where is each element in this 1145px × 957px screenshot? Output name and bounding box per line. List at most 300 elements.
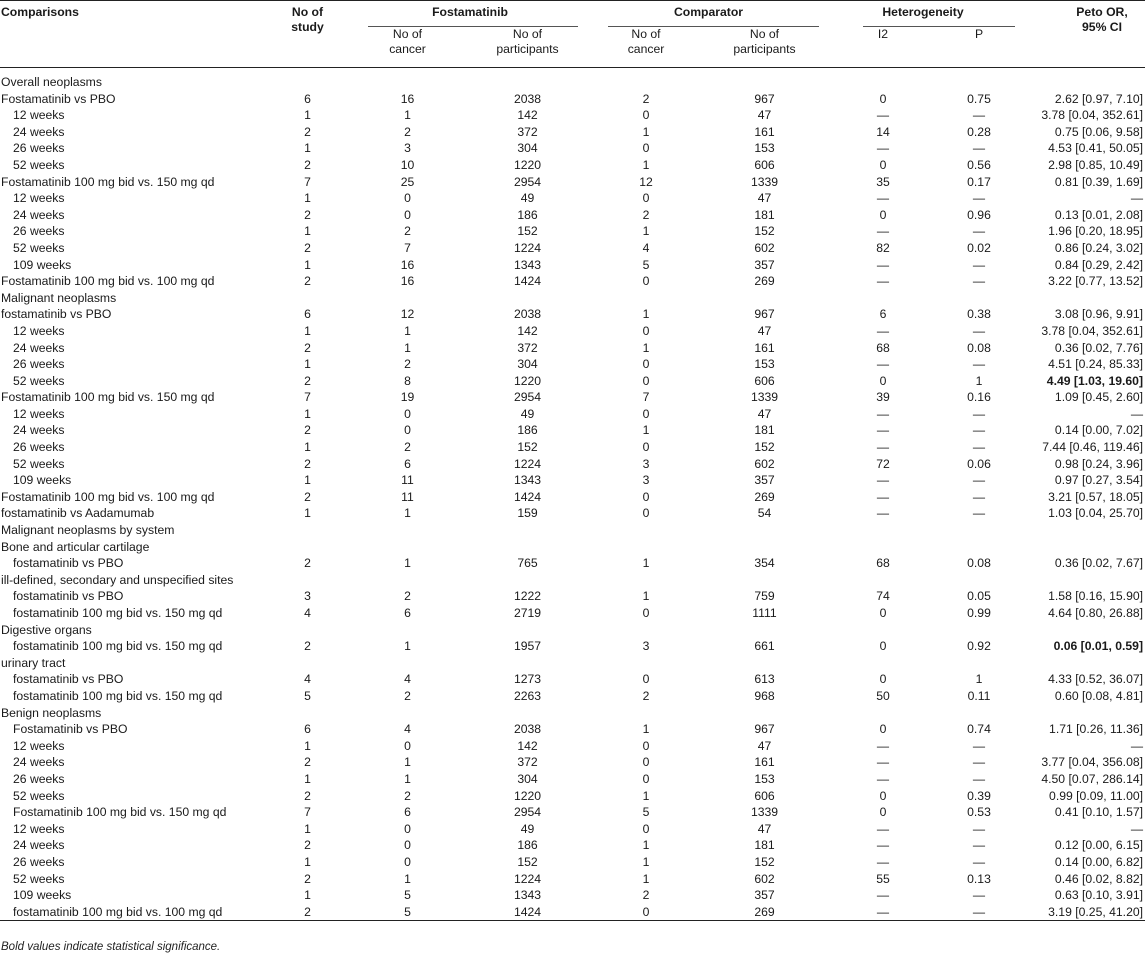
cell-p: 0.08 xyxy=(967,556,991,571)
cell-comparison: 12 weeks xyxy=(13,738,65,753)
cell-p: — xyxy=(972,771,986,786)
cell-comp-participants: 967 xyxy=(754,722,775,737)
table-row xyxy=(0,489,1145,506)
cell-p: — xyxy=(972,506,986,521)
cell-fosta-cancer xyxy=(350,705,465,722)
cell-comp-cancer xyxy=(590,539,702,556)
cell-i2: 74 xyxy=(876,589,890,604)
table-row xyxy=(0,505,1145,522)
cell-p: — xyxy=(972,755,986,770)
header-p: P xyxy=(939,27,1019,68)
cell-peto-or: 0.98 [0.24, 3.96] xyxy=(1054,456,1144,471)
cell-no-of-study xyxy=(265,68,350,91)
cell-i2: 82 xyxy=(876,240,890,255)
cell-p: 0.38 xyxy=(967,307,991,322)
cell-comparison: fostamatinib 100 mg bid vs. 150 mg qd xyxy=(13,606,223,620)
cell-fosta-participants: 186 xyxy=(517,207,538,222)
cell-fosta-cancer: 16 xyxy=(400,274,415,289)
cell-peto-or: 3.77 [0.04, 356.08] xyxy=(1041,755,1144,770)
cell-fosta-participants: 2038 xyxy=(513,91,542,106)
cell-i2: — xyxy=(876,274,890,289)
cell-comp-cancer: 5 xyxy=(642,257,650,272)
cell-p xyxy=(939,522,1019,539)
cell-peto-or: 0.06 [0.01, 0.59] xyxy=(1053,639,1144,654)
cell-comp-cancer: 1 xyxy=(642,589,650,604)
cell-fosta-cancer: 8 xyxy=(404,373,411,388)
cell-no-of-study: 1 xyxy=(304,473,311,488)
cell-p: — xyxy=(972,141,986,156)
cell-comp-cancer: 0 xyxy=(642,755,650,770)
cell-fosta-participants: 1220 xyxy=(513,157,542,172)
cell-comp-cancer: 0 xyxy=(642,489,650,504)
section-label: Benign neoplasms xyxy=(1,705,102,720)
cell-comp-participants xyxy=(702,290,827,307)
header-peto-or-text: Peto OR, 95% CI xyxy=(1076,5,1128,34)
cell-p: 0.16 xyxy=(967,390,991,405)
cell-no-of-study: 2 xyxy=(304,755,311,770)
cell-no-of-study: 1 xyxy=(304,141,311,156)
cell-p: 0.28 xyxy=(967,124,991,139)
section-label: Overall neoplasms xyxy=(1,75,102,89)
cell-p: 0.06 xyxy=(967,456,991,471)
cell-p: — xyxy=(972,257,986,272)
cell-no-of-study: 1 xyxy=(304,738,311,753)
cell-comp-cancer: 5 xyxy=(642,805,650,820)
cell-no-of-study: 1 xyxy=(304,224,311,239)
cell-fosta-cancer xyxy=(350,290,465,307)
cell-p: — xyxy=(972,854,986,869)
cell-comparison: 12 weeks xyxy=(13,323,65,338)
cell-p: — xyxy=(972,489,986,504)
cell-comp-cancer: 0 xyxy=(642,821,650,836)
cell-p: — xyxy=(972,838,986,853)
cell-no-of-study: 6 xyxy=(304,722,311,737)
cell-no-of-study: 2 xyxy=(304,838,311,853)
table-row xyxy=(0,771,1145,788)
cell-comp-cancer: 2 xyxy=(642,688,650,703)
cell-fosta-cancer xyxy=(350,539,465,556)
cell-no-of-study: 7 xyxy=(304,174,311,189)
cell-fosta-cancer: 2 xyxy=(404,224,411,239)
cell-comp-cancer: 3 xyxy=(642,639,650,654)
cell-comp-cancer xyxy=(590,622,702,639)
cell-comp-participants: 967 xyxy=(754,91,775,106)
cell-fosta-participants xyxy=(465,539,590,556)
section-row xyxy=(0,290,1145,307)
table-row xyxy=(0,389,1145,406)
cell-peto-or xyxy=(1019,290,1145,307)
cell-i2: 0 xyxy=(879,91,887,106)
cell-peto-or xyxy=(1019,522,1145,539)
cell-comp-cancer: 2 xyxy=(642,888,650,903)
cell-i2: 39 xyxy=(876,390,890,405)
cell-peto-or: 1.96 [0.20, 18.95] xyxy=(1048,224,1144,239)
cell-p: — xyxy=(972,274,986,289)
cell-no-of-study: 2 xyxy=(304,456,311,471)
cell-p: 0.92 xyxy=(967,639,991,654)
cell-comp-cancer xyxy=(590,572,702,589)
cell-no-of-study xyxy=(265,572,350,589)
cell-p: 0.99 xyxy=(967,606,991,620)
cell-no-of-study: 1 xyxy=(304,323,311,338)
cell-fosta-cancer: 1 xyxy=(404,755,411,770)
cell-comp-cancer: 1 xyxy=(642,124,650,139)
cell-p: — xyxy=(972,406,986,421)
cell-comparison: 24 weeks xyxy=(13,423,65,438)
cell-comp-participants: 602 xyxy=(754,240,775,255)
section-row xyxy=(0,539,1145,556)
cell-comp-participants: 152 xyxy=(754,224,775,239)
cell-peto-or: 2.62 [0.97, 7.10] xyxy=(1054,91,1144,106)
cell-comparison: 24 weeks xyxy=(13,340,65,355)
cell-comp-participants: 357 xyxy=(754,888,775,903)
cell-i2: — xyxy=(876,738,890,753)
table-row xyxy=(0,157,1145,174)
header-no-of-study-text: No of study xyxy=(291,5,324,34)
table-row xyxy=(0,804,1145,821)
table-header xyxy=(0,1,1145,68)
table-row xyxy=(0,472,1145,489)
section-label: ill-defined, secondary and unspecified sites xyxy=(1,572,234,587)
cell-p: — xyxy=(972,423,986,438)
table-row xyxy=(0,207,1145,224)
cell-p xyxy=(939,539,1019,556)
header-fosta-participants xyxy=(465,27,590,68)
cell-comp-participants: 152 xyxy=(754,440,775,455)
cell-i2 xyxy=(827,655,939,672)
cell-comp-participants: 602 xyxy=(754,871,775,886)
cell-p: 0.11 xyxy=(967,688,991,703)
table-row xyxy=(0,340,1145,357)
section-row xyxy=(0,705,1145,722)
cell-no-of-study xyxy=(265,622,350,639)
cell-peto-or: 4.33 [0.52, 36.07] xyxy=(1048,672,1144,687)
cell-comp-cancer: 1 xyxy=(642,722,650,737)
cell-comparison: 24 weeks xyxy=(13,838,65,853)
table-row xyxy=(0,439,1145,456)
cell-fosta-participants: 2038 xyxy=(513,722,542,737)
cell-peto-or: 0.97 [0.27, 3.54] xyxy=(1054,473,1144,488)
cell-comp-cancer: 1 xyxy=(642,838,650,853)
cell-p: — xyxy=(972,224,986,239)
cell-no-of-study: 2 xyxy=(304,240,311,255)
header-fosta-cancer xyxy=(350,27,465,68)
cell-fosta-cancer: 0 xyxy=(404,423,411,438)
table-row xyxy=(0,671,1145,688)
table-row xyxy=(0,605,1145,622)
cell-fosta-participants xyxy=(465,705,590,722)
cell-i2: 72 xyxy=(876,456,890,471)
cell-fosta-cancer: 6 xyxy=(404,805,411,820)
cell-peto-or: — xyxy=(1130,406,1144,421)
cell-no-of-study: 1 xyxy=(304,257,311,272)
cell-i2: — xyxy=(876,888,890,903)
cell-no-of-study: 4 xyxy=(304,606,311,620)
cell-i2: — xyxy=(876,357,890,372)
cell-comparison: 26 weeks xyxy=(13,224,65,239)
cell-comparison: fostamatinib vs PBO xyxy=(13,556,124,571)
cell-p: 0.08 xyxy=(967,340,991,355)
cell-no-of-study: 2 xyxy=(304,788,311,803)
cell-peto-or: 0.14 [0.00, 6.82] xyxy=(1054,854,1144,869)
cell-comparison: Fostamatinib 100 mg bid vs. 100 mg qd xyxy=(1,274,215,289)
table-row xyxy=(0,588,1145,605)
cell-comparison: 12 weeks xyxy=(13,108,65,123)
cell-fosta-cancer: 2 xyxy=(404,124,411,139)
table-row xyxy=(0,190,1145,207)
cell-comp-cancer: 0 xyxy=(642,191,650,206)
cell-comparison: Fostamatinib vs PBO xyxy=(13,722,128,737)
cell-fosta-participants: 372 xyxy=(517,755,538,770)
cell-no-of-study: 1 xyxy=(304,771,311,786)
table-row xyxy=(0,788,1145,805)
cell-fosta-participants: 1224 xyxy=(513,456,542,471)
cell-comp-cancer: 1 xyxy=(642,854,650,869)
cell-comparison: 52 weeks xyxy=(13,788,65,803)
table-row xyxy=(0,754,1145,771)
cell-fosta-cancer: 12 xyxy=(400,307,415,322)
cell-no-of-study: 2 xyxy=(304,124,311,139)
cell-fosta-cancer: 1 xyxy=(404,871,411,886)
cell-comp-cancer: 12 xyxy=(639,174,653,189)
cell-comp-participants: 606 xyxy=(754,373,775,388)
cell-comparison: Fostamatinib vs PBO xyxy=(1,91,116,106)
cell-fosta-participants: 304 xyxy=(517,141,538,156)
cell-p: 0.39 xyxy=(967,788,991,803)
cell-peto-or: 0.46 [0.02, 8.82] xyxy=(1054,871,1144,886)
cell-comparison: 24 weeks xyxy=(13,755,65,770)
cell-comp-participants: 661 xyxy=(754,639,775,654)
header-comp-participants xyxy=(702,27,827,68)
table-row xyxy=(0,638,1145,655)
cell-p: — xyxy=(939,904,1019,921)
cell-p xyxy=(939,290,1019,307)
cell-fosta-cancer: 1 xyxy=(404,506,411,521)
header-fosta-participants-text: No of participants xyxy=(496,27,559,56)
cell-fosta-cancer: 2 xyxy=(404,589,411,604)
cell-comp-cancer: 0 xyxy=(642,440,650,455)
cell-comp-participants: 161 xyxy=(754,124,775,139)
table-row xyxy=(0,721,1145,738)
cell-no-of-study: 1 xyxy=(304,888,311,903)
cell-i2 xyxy=(827,705,939,722)
cell-comp-cancer: 3 xyxy=(642,456,650,471)
cell-fosta-participants: 1424 xyxy=(513,489,542,504)
cell-fosta-cancer: 0 xyxy=(404,191,411,206)
table-row xyxy=(0,887,1145,904)
cell-fosta-cancer: 0 xyxy=(404,738,411,753)
cell-comp-cancer xyxy=(590,290,702,307)
cell-comp-participants: 602 xyxy=(754,456,775,471)
table-row xyxy=(0,406,1145,423)
cell-fosta-cancer: 1 xyxy=(404,340,411,355)
table-row xyxy=(0,91,1145,108)
cell-peto-or: 0.14 [0.00, 7.02] xyxy=(1054,423,1144,438)
cell-i2: — xyxy=(876,323,890,338)
cell-i2: — xyxy=(876,854,890,869)
cell-comparison: fostamatinib vs Aadamumab xyxy=(1,506,155,521)
cell-comp-participants: 161 xyxy=(754,340,775,355)
cell-comparison: 26 weeks xyxy=(13,440,65,455)
cell-fosta-participants: 1957 xyxy=(513,639,542,654)
cell-i2: 0 xyxy=(879,788,887,803)
footnote: Bold values indicate statistical significance. xyxy=(1,941,221,953)
cell-fosta-participants: 1222 xyxy=(513,589,542,604)
header-comp-cancer xyxy=(590,27,702,68)
cell-i2: — xyxy=(876,406,890,421)
cell-i2: — xyxy=(876,506,890,521)
cell-fosta-cancer xyxy=(350,655,465,672)
cell-no-of-study: 1 xyxy=(304,821,311,836)
cell-comp-cancer: 7 xyxy=(642,390,650,405)
cell-fosta-participants xyxy=(465,655,590,672)
cell-comparison: 26 weeks xyxy=(13,141,65,156)
cell-fosta-participants: 2263 xyxy=(513,688,542,703)
cell-p: 0.56 xyxy=(967,157,991,172)
cell-fosta-participants: 159 xyxy=(517,506,538,521)
cell-fosta-participants: 372 xyxy=(517,124,538,139)
section-label: Malignant neoplasms xyxy=(1,290,117,305)
cell-fosta-cancer xyxy=(350,572,465,589)
cell-no-of-study xyxy=(265,655,350,672)
cell-i2: — xyxy=(876,489,890,504)
cell-fosta-participants: 1343 xyxy=(513,257,542,272)
cell-comp-cancer: 1 xyxy=(642,340,650,355)
cell-peto-or: 2.98 [0.85, 10.49] xyxy=(1048,157,1144,172)
cell-peto-or xyxy=(1019,68,1145,91)
table-row xyxy=(0,306,1145,323)
cell-comp-cancer: 0 xyxy=(642,406,650,421)
cell-comparison: fostamatinib 100 mg bid vs. 150 mg qd xyxy=(13,639,223,654)
cell-comparison: Fostamatinib 100 mg bid vs. 150 mg qd xyxy=(13,805,227,820)
cell-fosta-participants: 2719 xyxy=(513,606,542,620)
header-comparator xyxy=(590,1,827,28)
cell-no-of-study: 2 xyxy=(304,871,311,886)
cell-comp-cancer: 0 xyxy=(642,771,650,786)
cell-fosta-participants: 2954 xyxy=(513,390,542,405)
cell-comp-participants: 47 xyxy=(757,406,772,421)
cell-i2: 55 xyxy=(876,871,890,886)
cell-peto-or xyxy=(1019,539,1145,556)
cell-no-of-study: 7 xyxy=(304,805,311,820)
cell-peto-or: 4.49 [1.03, 19.60] xyxy=(1046,373,1144,388)
cell-fosta-cancer: 5 xyxy=(350,904,465,921)
cell-fosta-cancer xyxy=(350,622,465,639)
cell-p: — xyxy=(972,473,986,488)
cell-p: 0.74 xyxy=(967,722,991,737)
cell-comparison: 52 weeks xyxy=(13,456,65,471)
header-heterogeneity xyxy=(827,1,1019,28)
cell-comp-cancer: 0 xyxy=(642,274,650,289)
cell-fosta-participants: 186 xyxy=(517,838,538,853)
cell-comp-participants: 161 xyxy=(754,755,775,770)
cell-p: 0.96 xyxy=(967,207,991,222)
cell-p: 0.13 xyxy=(967,871,991,886)
cell-i2: — xyxy=(876,473,890,488)
cell-comp-cancer: 0 xyxy=(642,373,650,388)
cell-fosta-cancer: 6 xyxy=(404,606,411,620)
cell-comp-cancer xyxy=(590,655,702,672)
cell-comp-participants: 967 xyxy=(754,307,775,322)
cell-p: — xyxy=(972,323,986,338)
cell-peto-or: 4.50 [0.07, 286.14] xyxy=(1041,771,1144,786)
cell-no-of-study: 2 xyxy=(304,340,311,355)
cell-i2 xyxy=(827,572,939,589)
cell-peto-or: 4.51 [0.24, 85.33] xyxy=(1048,357,1144,372)
table-row xyxy=(0,107,1145,124)
cell-comp-participants: 181 xyxy=(754,207,775,222)
cell-fosta-participants xyxy=(465,522,590,539)
cell-comp-cancer: 1 xyxy=(642,871,650,886)
cell-comp-participants: 357 xyxy=(754,473,775,488)
cell-comp-cancer: 1 xyxy=(642,157,650,172)
cell-fosta-cancer: 1 xyxy=(404,639,411,654)
cell-p: — xyxy=(972,888,986,903)
cell-fosta-cancer: 0 xyxy=(404,207,411,222)
cell-no-of-study: 1 xyxy=(304,108,311,123)
cell-p: 0.02 xyxy=(967,240,991,255)
cell-comparison: Fostamatinib 100 mg bid vs. 100 mg qd xyxy=(1,489,215,504)
cell-comparison: Fostamatinib 100 mg bid vs. 150 mg qd xyxy=(1,174,215,189)
cell-fosta-participants: 304 xyxy=(517,357,538,372)
cell-no-of-study: 5 xyxy=(304,688,311,703)
cell-fosta-cancer: 11 xyxy=(401,489,414,504)
cell-comp-participants xyxy=(702,68,827,91)
cell-i2: 0 xyxy=(879,672,887,687)
header-fostamatinib-text: Fostamatinib xyxy=(432,5,508,19)
cell-fosta-cancer: 1 xyxy=(404,108,411,123)
cell-comparison: fostamatinib 100 mg bid vs. 100 mg qd xyxy=(0,904,265,921)
cell-no-of-study xyxy=(265,522,350,539)
cell-comp-cancer: 4 xyxy=(642,240,650,255)
cell-comparison: 26 weeks xyxy=(13,854,65,869)
header-comparator-text: Comparator xyxy=(673,5,744,19)
cell-i2: — xyxy=(876,440,890,455)
cell-peto-or: 1.58 [0.16, 15.90] xyxy=(1048,589,1144,604)
cell-no-of-study: 3 xyxy=(304,589,311,604)
cell-comparison: fostamatinib vs PBO xyxy=(1,307,112,322)
cell-fosta-participants: 1224 xyxy=(513,871,542,886)
cell-fosta-participants: 1343 xyxy=(513,473,542,488)
table-row xyxy=(0,821,1145,838)
cell-fosta-cancer xyxy=(350,522,465,539)
cell-p: 1 xyxy=(975,373,983,388)
cell-i2: — xyxy=(876,257,890,272)
cell-peto-or: 0.36 [0.02, 7.76] xyxy=(1054,340,1144,355)
cell-no-of-study: 7 xyxy=(304,390,311,405)
cell-i2: 50 xyxy=(876,688,890,703)
cell-no-of-study: 2 xyxy=(304,556,311,571)
cell-comp-cancer: 0 xyxy=(642,506,650,521)
cell-i2: 68 xyxy=(876,340,890,355)
cell-comp-participants: 269 xyxy=(702,904,827,921)
cell-no-of-study: 1 xyxy=(304,506,311,521)
cell-p: 0.75 xyxy=(967,91,991,106)
cell-comp-participants: 606 xyxy=(754,788,775,803)
cell-fosta-cancer: 2 xyxy=(404,688,411,703)
cell-no-of-study: 2 xyxy=(304,207,311,222)
cell-fosta-cancer: 6 xyxy=(404,456,411,471)
cell-i2: 0 xyxy=(879,207,887,222)
cell-peto-or: 0.84 [0.29, 2.42] xyxy=(1054,257,1144,272)
cell-fosta-participants: 372 xyxy=(517,340,538,355)
cell-fosta-participants: 186 xyxy=(517,423,538,438)
header-comparisons: Comparisons xyxy=(0,1,265,68)
cell-no-of-study: 4 xyxy=(304,672,311,687)
table-row xyxy=(0,871,1145,888)
cell-fosta-participants: 142 xyxy=(517,108,538,123)
cell-fosta-cancer: 7 xyxy=(404,240,411,255)
